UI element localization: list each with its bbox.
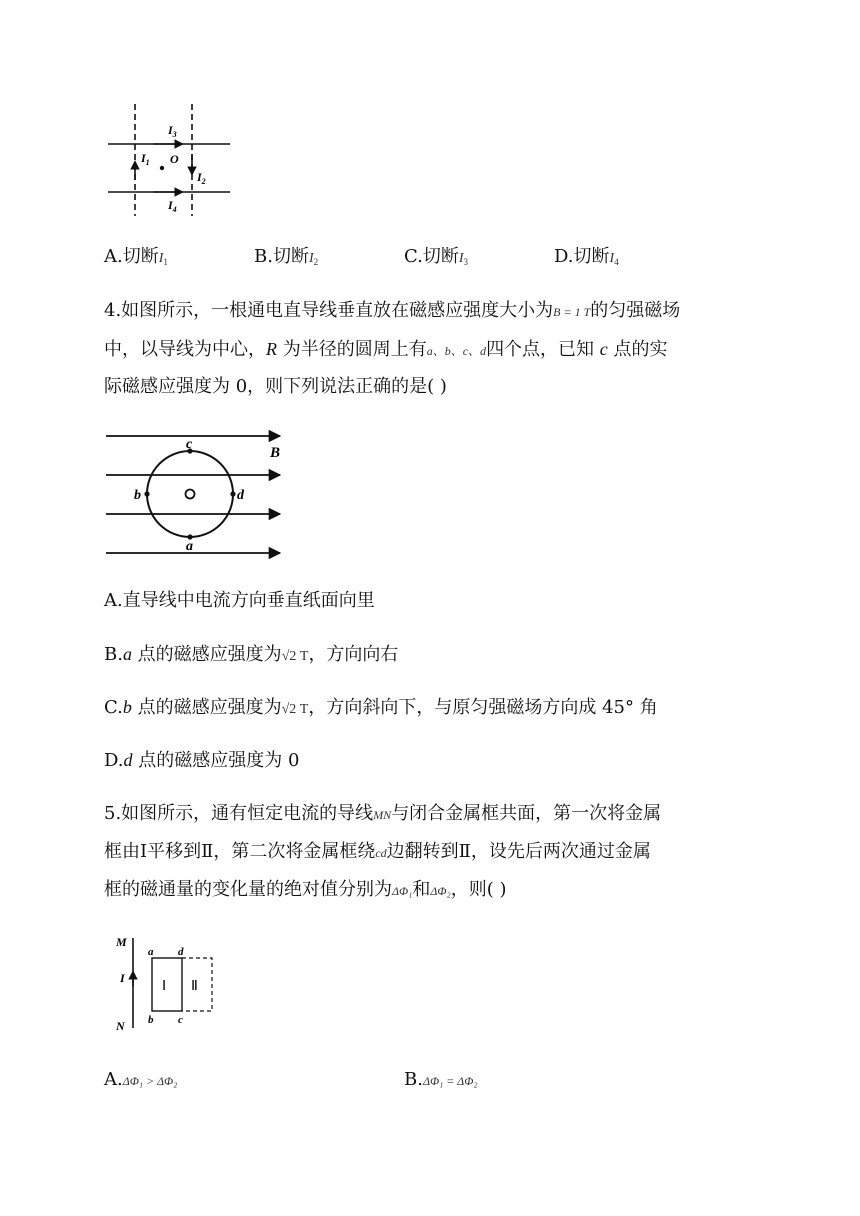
q5-stem-line1: 5.如图所示，通有恒定电流的导线MN与闭合金属框共面，第一次将金属	[104, 803, 662, 824]
label-m: M	[116, 935, 127, 949]
magnetic-field-circle-figure	[104, 428, 294, 560]
label-d: d	[237, 488, 244, 503]
q4-stem-line1: 4.如图所示，一根通电直导线垂直放在磁感应强度大小为B = 1 T的匀强磁场	[104, 300, 681, 321]
q4-option-b: B.a 点的磁感应强度为√2 T，方向向右	[104, 644, 399, 665]
q4-option-a: A.直导线中电流方向垂直纸面向里	[104, 590, 375, 611]
q3-option-b: B.切断$I_2$	[254, 246, 319, 267]
label-a: a	[186, 539, 193, 554]
wire-center	[186, 490, 195, 499]
label-i4: I	[168, 198, 173, 212]
label-o: O	[170, 152, 179, 166]
q5-stem-line3: 框的磁通量的变化量的绝对值分别为ΔΦ₁和ΔΦ₂，则( )	[104, 879, 507, 900]
svg-text:I3: $I_3$	[168, 123, 177, 139]
label-i3: I	[168, 123, 173, 137]
frame-position-1	[152, 958, 182, 1011]
q5-option-a: A.ΔΦ₁ > ΔΦ₂	[104, 1069, 178, 1090]
q4-option-c: C.b 点的磁感应强度为√2 T，方向斜向下，与原匀强磁场方向成 45° 角	[104, 697, 658, 718]
q4-option-d: D.d 点的磁感应强度为 0	[104, 750, 300, 771]
label-b: b	[148, 1014, 154, 1026]
q4-stem-line3: 际磁感应强度为 0，则下列说法正确的是( )	[104, 376, 447, 397]
q3-option-c: C.切断$I_3$	[404, 246, 469, 267]
label-field-b: B	[270, 445, 281, 461]
svg-text:I2: $I_2$	[197, 170, 206, 186]
circle-path	[147, 451, 233, 537]
label-d: d	[178, 946, 184, 958]
q4-stem-line2: 中，以导线为中心，R 为半径的圆周上有a、b、c、d四个点，已知 c 点的实	[104, 339, 668, 360]
label-i2: I	[197, 170, 202, 184]
label-current: I	[120, 971, 125, 985]
q5-option-b: B.ΔΦ₁ = ΔΦ₂	[404, 1069, 478, 1090]
label-region-2: Ⅱ	[191, 979, 198, 994]
label-region-1: Ⅰ	[162, 979, 167, 994]
point-o	[160, 166, 164, 170]
svg-text:I4: $I_4$	[168, 198, 177, 214]
label-n: N	[116, 1019, 125, 1033]
label-c: c	[178, 1014, 183, 1026]
wire-and-frame-figure	[112, 928, 222, 1034]
q3-option-a: A.切断$I_1$	[104, 246, 168, 267]
q3-option-d: D.切断$I_4$	[554, 246, 619, 267]
svg-text:I1: $I_1$	[141, 151, 150, 167]
label-a: a	[148, 946, 154, 958]
q5-stem-line2: 框由Ⅰ平移到Ⅱ，第二次将金属框绕cd边翻转到Ⅱ，设先后两次通过金属	[104, 841, 651, 862]
label-b: b	[134, 488, 141, 503]
label-i1: I	[141, 151, 146, 165]
four-wires-figure	[104, 100, 234, 218]
label-c: c	[186, 437, 193, 452]
